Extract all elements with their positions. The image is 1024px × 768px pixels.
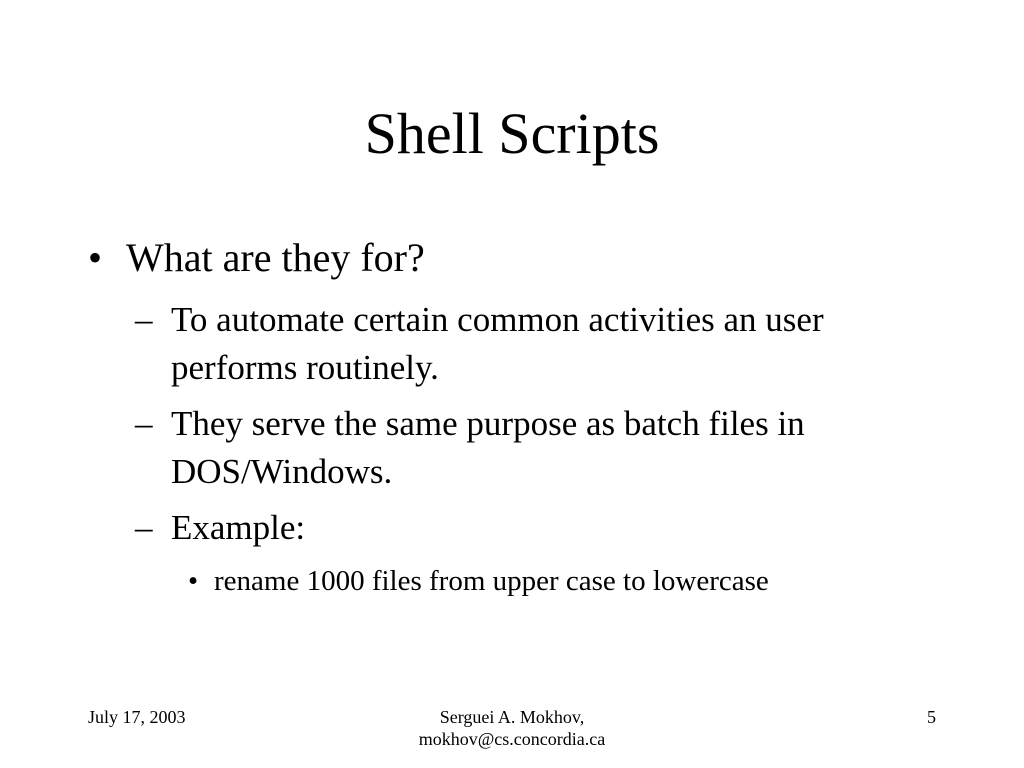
dash-marker: – [135,508,153,547]
subsubbullet-rename: rename 1000 files from upper case to lowercase [214,565,769,597]
dash-marker: – [135,300,153,339]
subbullet-automate-line1: To automate certain common activities an user [171,300,824,339]
subbullet-batch-line1: They serve the same purpose as batch files in [171,404,805,443]
footer-author [362,706,662,750]
subbullet-batch-line2: DOS/Windows. [171,452,393,491]
footer-page-number: 5 [927,707,936,727]
subbullet-automate-line2: performs routinely. [171,348,439,387]
bullet-what-are-they-for: What are they for? [126,235,425,280]
footer-author-name: Serguei A. Mokhov, [439,707,585,727]
slide-title: Shell Scripts [364,101,660,166]
bullet-marker-small: • [188,565,199,597]
subbullet-example: Example: [171,508,306,547]
dash-marker: – [135,404,153,443]
bullet-marker: • [88,235,103,280]
footer-date: July 17, 2003 [88,707,186,727]
footer-author-email: mokhov@cs.concordia.ca [418,729,606,749]
